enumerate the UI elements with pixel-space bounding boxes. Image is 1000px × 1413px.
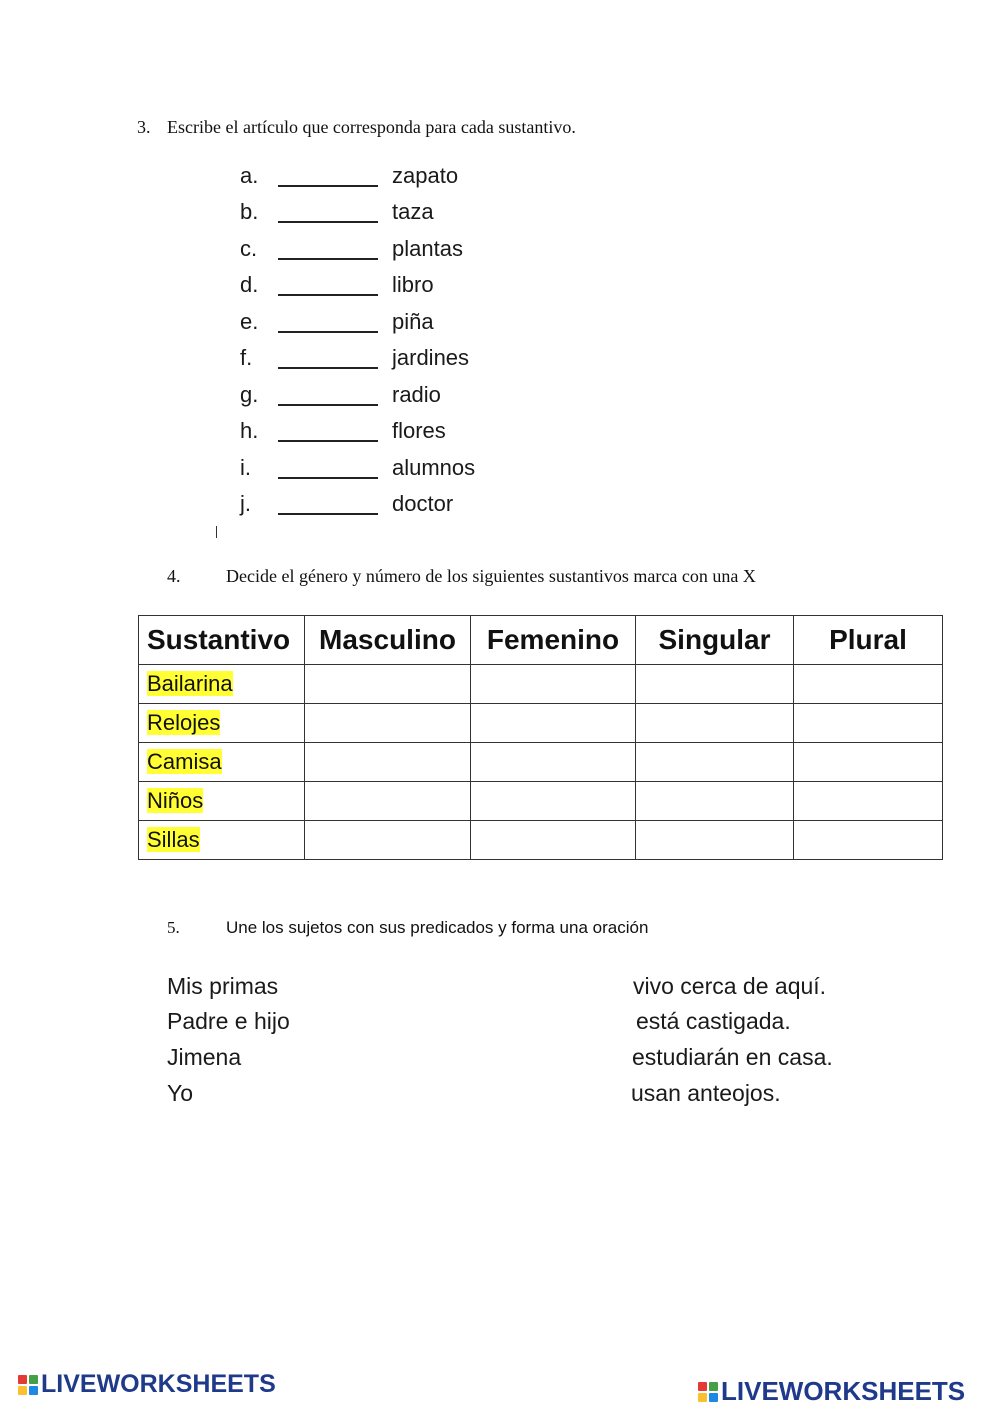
item-letter: h. — [240, 418, 259, 443]
table-row — [139, 821, 943, 860]
noun-highlighted: Bailarina — [147, 671, 233, 696]
answer-cell-singular[interactable] — [636, 743, 794, 782]
question-3-instruction: Escribe el artículo que corresponda para cada sustantivo. — [167, 117, 576, 137]
header-plural: Plural — [794, 616, 943, 665]
noun-cell — [139, 821, 305, 860]
answer-blank[interactable] — [278, 294, 378, 296]
answer-cell-femenino[interactable] — [471, 782, 636, 821]
item-letter: e. — [240, 309, 259, 334]
answer-cell-plural[interactable] — [794, 782, 943, 821]
liveworksheets-logo-left — [18, 1370, 276, 1399]
item-letter: a. — [240, 163, 259, 188]
article-item — [240, 309, 540, 339]
article-item — [240, 163, 540, 193]
answer-blank[interactable] — [278, 185, 378, 187]
answer-cell-femenino[interactable] — [471, 743, 636, 782]
answer-blank[interactable] — [278, 331, 378, 333]
answer-cell-singular[interactable] — [636, 821, 794, 860]
predicate-item[interactable]: usan anteojos. — [631, 1080, 781, 1106]
item-letter: f. — [240, 345, 253, 370]
answer-cell-plural[interactable] — [794, 665, 943, 704]
table-row — [139, 782, 943, 821]
item-noun: libro — [392, 272, 434, 297]
noun-cell — [139, 665, 305, 704]
answer-cell-masculino[interactable] — [305, 743, 471, 782]
noun-cell — [139, 704, 305, 743]
noun-highlighted: Sillas — [147, 827, 200, 852]
item-letter: d. — [240, 272, 259, 297]
item-noun: doctor — [392, 491, 454, 516]
item-noun: alumnos — [392, 455, 476, 480]
item-letter: g. — [240, 382, 259, 407]
question-4-instruction: Decide el género y número de los siguientes sustantivos marca con una X — [226, 566, 756, 586]
question-3-number: 3. — [137, 117, 151, 137]
article-item — [240, 455, 540, 485]
answer-blank[interactable] — [278, 367, 378, 369]
answer-blank[interactable] — [278, 258, 378, 260]
subject-item[interactable]: Yo — [167, 1080, 194, 1106]
answer-cell-femenino[interactable] — [471, 704, 636, 743]
table-row — [139, 665, 943, 704]
liveworksheets-logo-right — [698, 1376, 965, 1407]
article-item — [240, 236, 540, 266]
answer-blank[interactable] — [278, 440, 378, 442]
answer-cell-femenino[interactable] — [471, 665, 636, 704]
subject-item[interactable]: Jimena — [167, 1044, 242, 1070]
logo-mark-icon — [698, 1382, 718, 1402]
item-letter: i. — [240, 455, 251, 480]
item-noun: plantas — [392, 236, 463, 261]
noun-cell — [139, 782, 305, 821]
answer-cell-masculino[interactable] — [305, 665, 471, 704]
predicate-item[interactable]: vivo cerca de aquí. — [633, 973, 827, 999]
article-item — [240, 382, 540, 412]
answer-cell-plural[interactable] — [794, 704, 943, 743]
logo-text: LIVEWORKSHEETS — [721, 1376, 966, 1406]
item-letter: b. — [240, 199, 259, 224]
item-letter: j. — [240, 491, 251, 516]
table-row — [139, 743, 943, 782]
answer-cell-masculino[interactable] — [305, 821, 471, 860]
question-4-number: 4. — [167, 566, 181, 586]
answer-blank[interactable] — [278, 513, 378, 515]
noun-cell — [139, 743, 305, 782]
article-item — [240, 272, 540, 302]
item-noun: zapato — [392, 163, 459, 188]
item-noun: piña — [392, 309, 434, 334]
article-item — [240, 199, 540, 229]
noun-highlighted: Relojes — [147, 710, 221, 735]
question-5-instruction: Une los sujetos con sus predicados y forma una oración — [226, 918, 649, 937]
predicate-item[interactable]: está castigada. — [636, 1008, 791, 1034]
answer-cell-plural[interactable] — [794, 743, 943, 782]
text-cursor-mark — [216, 526, 217, 538]
logo-mark-icon — [18, 1375, 38, 1395]
table-header-row — [139, 616, 943, 665]
header-masculino: Masculino — [305, 616, 471, 665]
article-item — [240, 418, 540, 448]
table-row — [139, 704, 943, 743]
header-femenino: Femenino — [471, 616, 636, 665]
item-noun: taza — [392, 199, 434, 224]
item-noun: jardines — [392, 345, 470, 370]
answer-cell-singular[interactable] — [636, 665, 794, 704]
item-noun: radio — [392, 382, 441, 407]
logo-text: LIVEWORKSHEETS — [41, 1370, 276, 1398]
subject-item[interactable]: Mis primas — [167, 973, 279, 999]
noun-highlighted: Camisa — [147, 749, 222, 774]
header-sustantivo: Sustantivo — [139, 616, 305, 665]
answer-cell-plural[interactable] — [794, 821, 943, 860]
answer-cell-singular[interactable] — [636, 782, 794, 821]
question-5-number: 5. — [167, 918, 180, 937]
answer-cell-femenino[interactable] — [471, 821, 636, 860]
article-item — [240, 491, 540, 521]
noun-highlighted: Niños — [147, 788, 204, 813]
predicate-item[interactable]: estudiarán en casa. — [632, 1044, 833, 1070]
answer-cell-masculino[interactable] — [305, 704, 471, 743]
item-noun: flores — [392, 418, 446, 443]
answer-blank[interactable] — [278, 404, 378, 406]
item-letter: c. — [240, 236, 258, 261]
header-singular: Singular — [636, 616, 794, 665]
article-item — [240, 345, 540, 375]
answer-blank[interactable] — [278, 477, 378, 479]
gender-number-table — [138, 615, 943, 860]
answer-blank[interactable] — [278, 221, 378, 223]
answer-cell-singular[interactable] — [636, 704, 794, 743]
answer-cell-masculino[interactable] — [305, 782, 471, 821]
subject-item[interactable]: Padre e hijo — [167, 1008, 290, 1034]
